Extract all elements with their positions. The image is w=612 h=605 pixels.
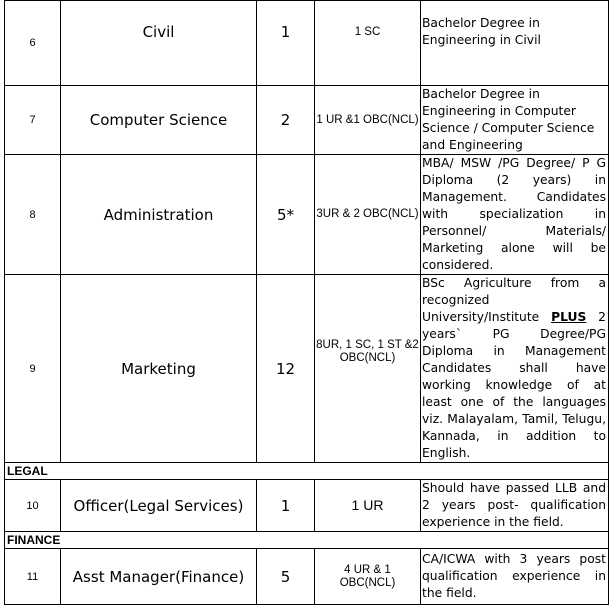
reservation-text: 4 UR & 1 OBC(NCL) — [315, 549, 421, 605]
serial-number: 8 — [5, 155, 61, 275]
section-title: FINANCE — [5, 532, 609, 549]
qualification-text: MBA/ MSW /PG Degree/ P G Diploma (2 years) in Management. Candidates with specialization in Personnel/ Materials/ Marketing alone will be considered. — [421, 155, 609, 275]
post-count: 1 — [257, 1, 315, 86]
reservation-text: 1 SC — [315, 1, 421, 86]
serial-number: 7 — [5, 86, 61, 155]
plus-emphasis: PLUS — [551, 310, 587, 324]
reservation-text: 8UR, 1 SC, 1 ST &2 OBC(NCL) — [315, 275, 421, 463]
table-row — [5, 275, 609, 463]
section-header-row — [5, 532, 609, 549]
serial-number: 6 — [5, 1, 61, 86]
table-row — [5, 1, 609, 86]
vacancy-table — [4, 0, 609, 605]
table-row — [5, 86, 609, 155]
post-count: 12 — [257, 275, 315, 463]
section-header-row — [5, 463, 609, 480]
reservation-text: 1 UR &1 OBC(NCL) — [315, 86, 421, 155]
serial-number: 9 — [5, 275, 61, 463]
post-count: 5* — [257, 155, 315, 275]
serial-number: 11 — [5, 549, 61, 605]
table-row — [5, 480, 609, 532]
post-count: 1 — [257, 480, 315, 532]
qualification-text: CA/ICWA with 3 years post qualification experience in the field. — [421, 549, 609, 605]
serial-number: 10 — [5, 480, 61, 532]
table-row — [5, 155, 609, 275]
qualification-text: Should have passed LLB and 2 years post- qualification experience in the field. — [421, 480, 609, 532]
discipline-name: Civil — [61, 1, 257, 86]
discipline-name: Marketing — [61, 275, 257, 463]
qualification-text: Bachelor Degree in Engineering in Computer Science / Computer Science and Engineering — [421, 86, 609, 155]
qualification-text — [421, 275, 609, 463]
qualification-text: Bachelor Degree in Engineering in Civil — [421, 1, 609, 86]
reservation-text: 3UR & 2 OBC(NCL) — [315, 155, 421, 275]
post-count: 2 — [257, 86, 315, 155]
discipline-name: Computer Science — [61, 86, 257, 155]
discipline-name: Officer(Legal Services) — [61, 480, 257, 532]
qualification-part: BSc Agriculture from a recognized University/Institute — [422, 276, 606, 324]
section-title: LEGAL — [5, 463, 609, 480]
discipline-name: Administration — [61, 155, 257, 275]
reservation-text: 1 UR — [315, 480, 421, 532]
post-count: 5 — [257, 549, 315, 605]
discipline-name: Asst Manager(Finance) — [61, 549, 257, 605]
recruitment-table-sheet — [4, 0, 608, 605]
table-row — [5, 549, 609, 605]
qualification-part: 2 years` PG Degree/PG Diploma in Management Candidates shall have working knowledge of at least one of the languages viz. Malayalam, Tamil, Telugu, Kannada, in addition to English. — [422, 310, 606, 460]
